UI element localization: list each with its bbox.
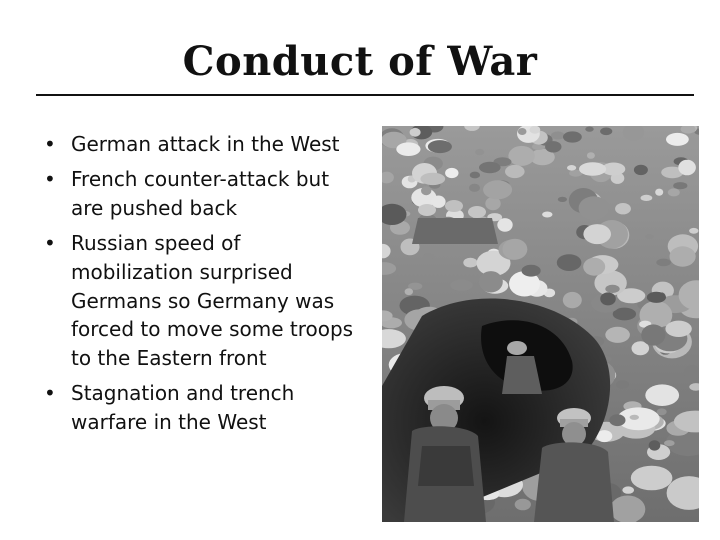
rubble-stone — [567, 165, 576, 171]
rubble-stone — [615, 203, 631, 214]
rubble-stone — [609, 414, 625, 426]
bullet-text: Russian speed of mobilization surprised Germans so Germany was forced to move some troops to the Eastern front — [71, 231, 354, 370]
rubble-stone — [579, 162, 606, 176]
rubble-stone — [673, 182, 687, 189]
rubble-stone — [657, 408, 667, 415]
rubble-stone — [410, 128, 421, 137]
bullet-item — [42, 165, 362, 222]
rubble-stone — [583, 258, 605, 276]
bullet-marker: • — [44, 381, 56, 406]
rubble-stone — [557, 254, 582, 271]
bullet-item — [42, 379, 362, 436]
rubble-stone — [450, 280, 472, 291]
rubble-stone — [503, 239, 528, 260]
rubble-stone — [605, 327, 630, 343]
rubble-stone — [583, 224, 611, 244]
rubble-stone — [428, 140, 452, 153]
rubble-stone — [579, 196, 609, 220]
rubble-stone — [445, 168, 458, 178]
rubble-stone — [497, 218, 512, 232]
rubble-stone — [668, 188, 680, 196]
rubble-stone — [600, 128, 612, 136]
rubble-stone — [563, 131, 582, 142]
rubble-stone — [587, 152, 595, 159]
rubble-stone — [515, 499, 531, 511]
rubble-stone — [585, 127, 593, 132]
rubble-stone — [600, 292, 616, 305]
rubble-stone — [463, 258, 477, 268]
bullet-text: German attack in the West — [71, 132, 340, 156]
slide-title: Conduct of War — [182, 38, 538, 85]
bullet-item — [42, 130, 362, 159]
rubble-stone — [666, 133, 689, 146]
rubble-stone — [469, 184, 480, 192]
rubble-stone — [610, 496, 645, 523]
rubble-stone — [518, 128, 527, 135]
rubble-stone — [634, 165, 648, 175]
rubble-stone — [551, 132, 565, 140]
rubble-stone — [522, 265, 541, 277]
rubble-stone — [508, 146, 534, 166]
rubble-stone — [563, 292, 582, 308]
rubble-stone — [649, 440, 661, 450]
rubble-stone — [631, 466, 673, 491]
rubble-stone — [664, 440, 675, 446]
bullet-text: French counter-attack but are pushed back — [71, 167, 330, 220]
rubble-stone — [421, 186, 431, 195]
rubble-stone — [622, 486, 634, 493]
rubble-stone — [655, 189, 663, 196]
rubble-stone — [616, 380, 629, 389]
rubble-stone — [641, 324, 665, 345]
rubble-stone — [545, 141, 561, 152]
rubble-stone — [505, 165, 525, 178]
rubble-stone — [656, 259, 671, 267]
rubble-stone — [630, 415, 639, 420]
bullet-marker: • — [44, 132, 56, 156]
rubble-stone — [605, 285, 619, 293]
bullet-text: Stagnation and trench warfare in the West — [71, 381, 295, 434]
trench-photo-illustration — [382, 126, 699, 522]
rubble-stone — [479, 271, 503, 292]
rubble-stone — [475, 149, 484, 155]
bullet-item — [42, 229, 362, 372]
title-divider — [36, 94, 694, 96]
rubble-stone — [479, 162, 501, 173]
rubble-stone — [483, 180, 512, 199]
rubble-stone — [645, 234, 653, 239]
rubble-stone — [619, 356, 632, 365]
rubble-stone — [405, 288, 413, 295]
rubble-stone — [645, 384, 679, 406]
rubble-stone — [641, 195, 653, 201]
trench-photo — [382, 126, 699, 522]
bullet-marker: • — [44, 231, 56, 256]
rubble-stone — [396, 142, 420, 156]
rubble-stone — [470, 172, 480, 179]
rubble-stone — [647, 292, 666, 303]
rubble-stone — [423, 253, 434, 259]
bullet-list — [42, 130, 362, 443]
rubble-stone — [670, 246, 696, 266]
rubble-stone — [420, 173, 445, 185]
rubble-stone — [558, 197, 567, 202]
rubble-stone — [678, 160, 696, 176]
rubble-stone — [665, 321, 691, 337]
rubble-stone — [530, 126, 541, 134]
rubble-stone — [542, 212, 552, 218]
rubble-stone — [689, 228, 698, 234]
bullet-marker: • — [44, 167, 56, 192]
